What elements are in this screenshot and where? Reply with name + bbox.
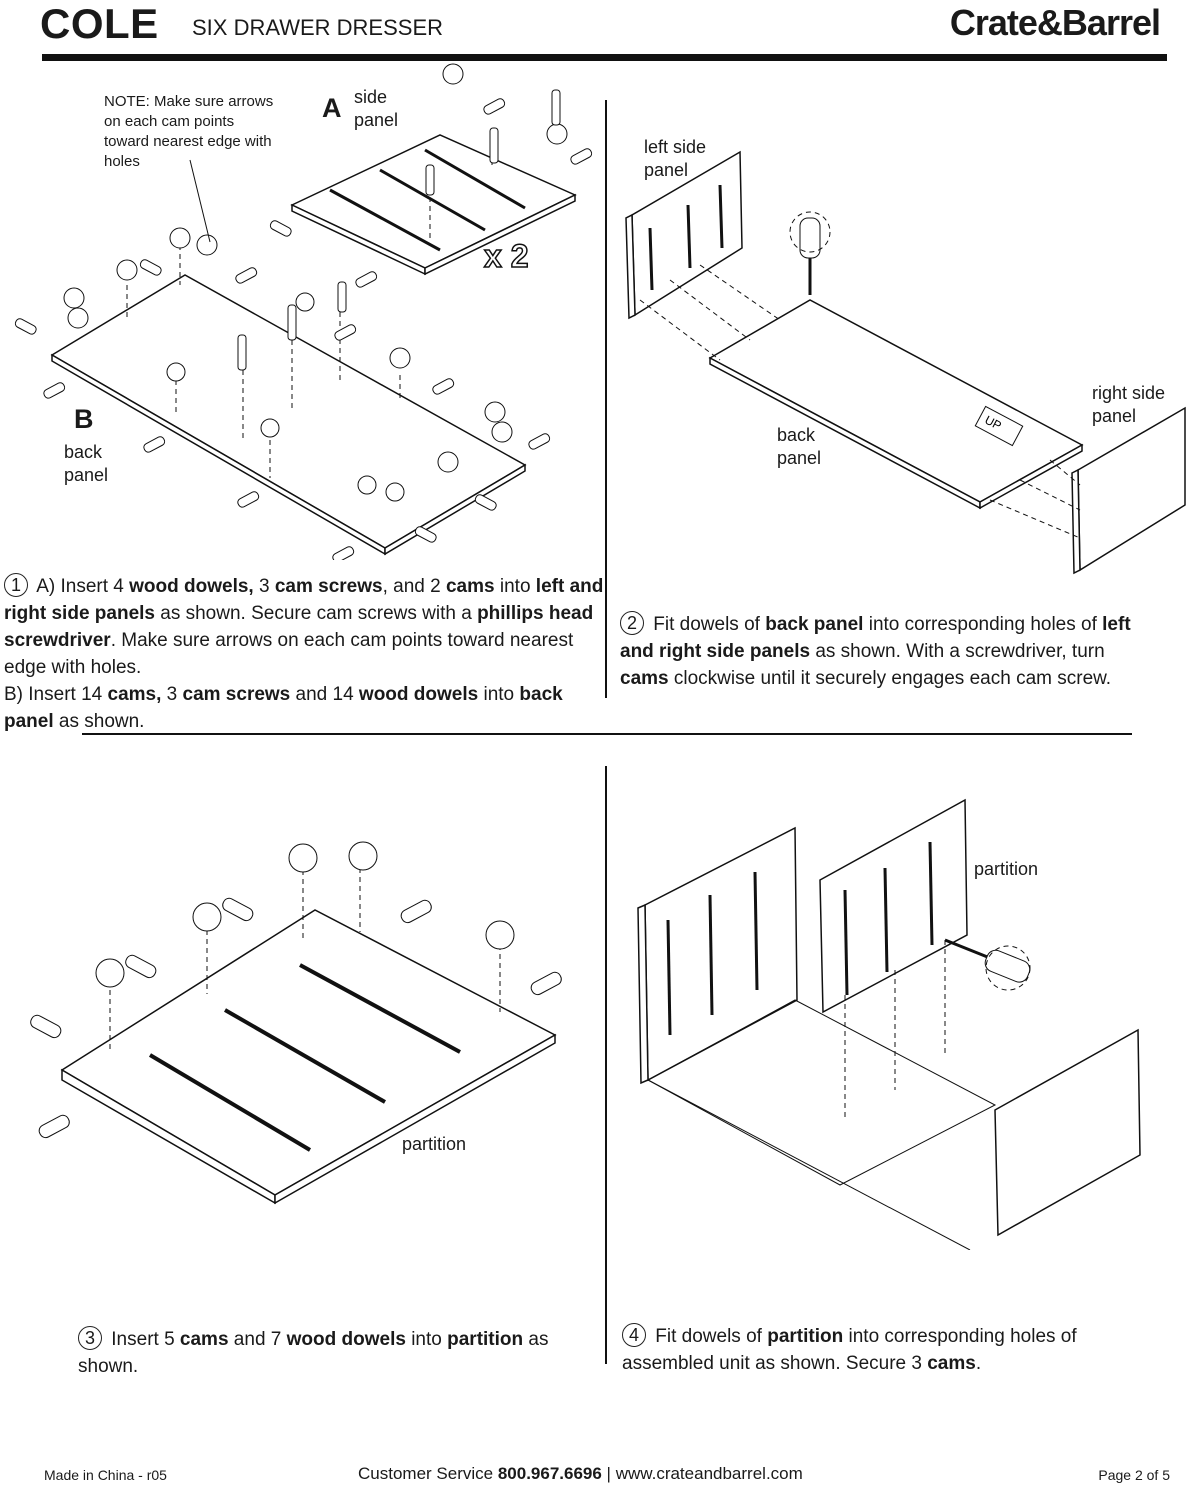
step1-text-run: 3	[253, 576, 275, 597]
label-a-letter: A	[322, 93, 342, 123]
vertical-divider-top	[605, 100, 607, 698]
step1-text-run: phillips head screwdriver	[4, 603, 594, 651]
step4-text-run: into corresponding holes of assembled unit as shown. Secure 3	[622, 1326, 1077, 1374]
model-name: COLE	[40, 0, 159, 47]
step1b-text-run: B) Insert 14	[4, 684, 108, 705]
step4-number: 4	[622, 1323, 646, 1347]
label-partition-step4: partition	[974, 859, 1039, 879]
label-b-text: back panel	[64, 442, 109, 485]
footer-service-label: Customer Service	[358, 1464, 498, 1483]
step3-number: 3	[78, 1326, 102, 1350]
step2-text-run: cams	[620, 668, 669, 689]
step1b-text-run: back panel	[4, 684, 563, 732]
step4-instructions	[622, 1323, 1142, 1377]
footer-separator: |	[601, 1464, 616, 1483]
step3-instructions	[78, 1326, 588, 1380]
step4-text-run: cams	[927, 1353, 976, 1374]
step1-text-run: wood dowels,	[129, 576, 254, 597]
label-right-side-panel: right side panel	[1092, 383, 1166, 426]
multiplier-label: x 2	[484, 238, 529, 274]
step1-text-run: . Make sure arrows on each cam points toward nearest edge with holes.	[4, 630, 574, 678]
footer-origin: Made in China - r05	[44, 1467, 167, 1483]
step1b-text-run: as shown.	[53, 711, 145, 732]
label-back-panel: back panel	[777, 425, 822, 468]
step1b-text-run: cam screws	[182, 684, 291, 705]
label-left-side-panel: left side panel	[644, 137, 707, 180]
step1b-text-run: wood dowels	[358, 684, 479, 705]
step2-text-run: back panel	[765, 614, 864, 635]
label-a-text: side panel	[354, 87, 399, 130]
step1-note: NOTE: Make sure arrows on each cam points toward nearest edge with holes	[104, 93, 274, 170]
step2-number: 2	[620, 611, 644, 635]
step2-text-run: clockwise until it securely engages each cam screw.	[668, 668, 1112, 689]
step3-text-run: and 7	[228, 1329, 287, 1350]
step3-text-run: wood dowels	[286, 1329, 406, 1350]
step1b-text-run: cams,	[107, 684, 162, 705]
step1-text-run: left and right side panels	[4, 576, 604, 624]
step1b-text-run: and 14	[290, 684, 359, 705]
step3-text-run: partition	[447, 1329, 524, 1350]
brand-logo: Crate&Barrel	[949, 2, 1160, 43]
up-mark: UP	[982, 412, 1004, 433]
step4-text-run: partition	[767, 1326, 844, 1347]
step1-text-run: A) Insert 4	[32, 576, 130, 597]
step1b-text-run: into	[478, 684, 520, 705]
step1-text-run: cam screws	[274, 576, 383, 597]
step2-text-run: into corresponding holes of	[863, 614, 1103, 635]
step2-illustration	[620, 140, 1188, 580]
footer-website[interactable]: www.crateandbarrel.com	[615, 1464, 803, 1483]
footer-page-number: Page 2 of 5	[1098, 1467, 1170, 1483]
footer-customer-service	[358, 1464, 803, 1484]
step3-text-run: into	[405, 1329, 448, 1350]
label-partition-step3: partition	[402, 1134, 467, 1154]
step2-instructions	[620, 611, 1150, 692]
product-name: SIX DRAWER DRESSER	[192, 15, 444, 40]
step1-instructions	[4, 573, 604, 735]
step3-text-run: cams	[179, 1329, 229, 1350]
step1-number: 1	[4, 573, 28, 597]
step1-text-run: as shown. Secure cam screws with a	[154, 603, 478, 624]
step3-text-run: as shown.	[78, 1329, 549, 1377]
step4-illustration	[620, 790, 1180, 1250]
footer-phone: 800.967.6696	[497, 1464, 602, 1483]
step2-text-run: Fit dowels of	[648, 614, 766, 635]
step2-text-run: as shown. With a screwdriver, turn	[810, 641, 1105, 662]
label-b-letter: B	[74, 404, 94, 434]
step4-text-run: Fit dowels of	[650, 1326, 768, 1347]
step1b-text-run: 3	[161, 684, 183, 705]
step2-text-run: left and right side panels	[620, 614, 1131, 662]
step1-text-run: into	[494, 576, 536, 597]
step4-text-run: .	[975, 1353, 982, 1374]
step3-illustration	[10, 840, 590, 1220]
step1-text-run: cams	[445, 576, 495, 597]
vertical-divider-bottom	[605, 766, 607, 1364]
step1-text-run: , and 2	[382, 576, 446, 597]
step3-text-run: Insert 5	[106, 1329, 180, 1350]
